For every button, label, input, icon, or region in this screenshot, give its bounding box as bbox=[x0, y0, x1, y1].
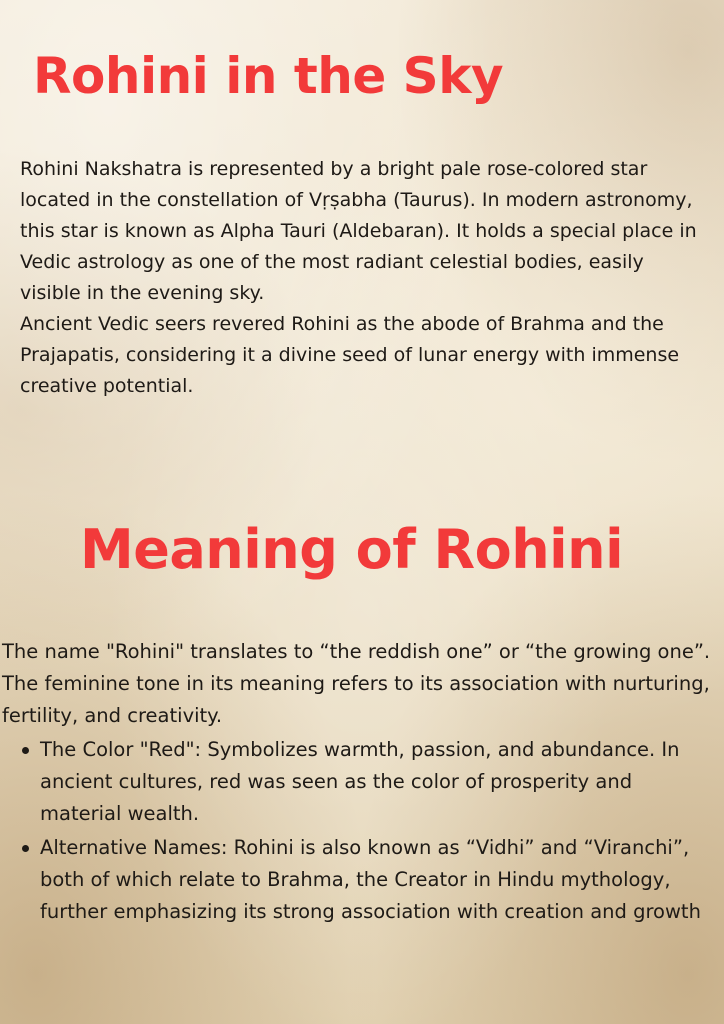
bullet-text-alternative-names: Alternative Names: Rohini is also known as “Vidhi” and “Viranchi”, both of which relate to Brahma, the Creator in Hindu mythology, further emphasizing its strong association with creation and growth bbox=[40, 836, 701, 923]
bullet-icon bbox=[22, 747, 29, 754]
meaning-bullet-list bbox=[40, 734, 710, 930]
sky-description bbox=[20, 154, 710, 402]
sky-paragraph-2: Ancient Vedic seers revered Rohini as the abode of Brahma and the Prajapatis, considering it a divine seed of lunar energy with immense creative potential. bbox=[20, 313, 680, 397]
list-item bbox=[40, 832, 710, 928]
heading-meaning-of-rohini: Meaning of Rohini bbox=[80, 518, 624, 581]
bullet-text-color-red: The Color "Red": Symbolizes warmth, passion, and abundance. In ancient cultures, red was seen as the color of prosperity and material wealth. bbox=[40, 738, 680, 825]
list-item bbox=[40, 734, 710, 830]
bullet-icon bbox=[22, 845, 29, 852]
meaning-intro bbox=[2, 636, 714, 732]
meaning-intro-paragraph: The name "Rohini" translates to “the reddish one” or “the growing one”. The feminine tone in its meaning refers to its association with nurturing, fertility, and creativity. bbox=[2, 640, 711, 727]
heading-rohini-in-the-sky: Rohini in the Sky bbox=[33, 47, 504, 105]
sky-paragraph-1: Rohini Nakshatra is represented by a bright pale rose-colored star located in the constellation of Vṛṣabha (Taurus). In modern astronomy, this star is known as Alpha Tauri (Aldebaran). It holds a special place in Vedic astrology as one of the most radiant celestial bodies, easily visible in the evening sky. bbox=[20, 158, 697, 304]
